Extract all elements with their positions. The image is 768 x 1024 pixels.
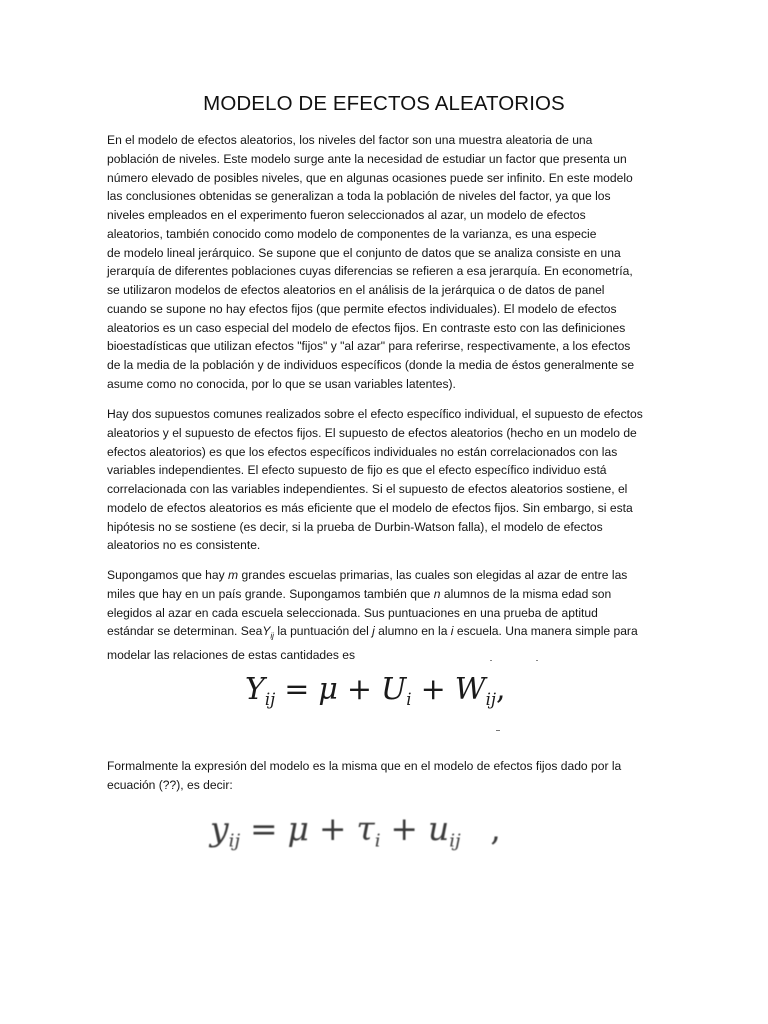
text-line: jerarquía de diferentes poblaciones cuyas diferencias se refieren a esa jerarquía. En econometría, <box>107 264 633 279</box>
text-line: modelar las relaciones de estas cantidades es <box>107 648 356 663</box>
eq-operator: = <box>249 809 278 848</box>
text-line: Hay dos supuestos comunes realizados sobre el efecto específico individual, el supuesto de efectos <box>107 407 643 421</box>
eq-operator: + <box>420 672 446 707</box>
paragraph-intro <box>107 131 663 394</box>
eq-punctuation: , <box>490 809 501 848</box>
paragraph-formal <box>107 757 663 795</box>
scan-artifact <box>496 730 500 731</box>
document-title: MODELO DE EFECTOS ALEATORIOS <box>203 92 565 115</box>
text-line: Formalmente la expresión del modelo es la misma que en el modelo de efectos fijos dado por la <box>107 759 622 773</box>
text-line: En el modelo de efectos aleatorios, los niveles del factor son una muestra aleatoria de una <box>107 133 593 147</box>
eq-operator: + <box>318 809 347 848</box>
eq-operator: + <box>390 809 419 848</box>
text-line: aleatorios no es consistente. <box>107 538 261 553</box>
eq-symbol: Y <box>245 672 265 707</box>
text-fragment: alumnos de la misma edad son <box>440 586 612 601</box>
eq-subscript: ij <box>485 689 496 709</box>
text-line: bioestadísticas que utilizan efectos "fijos" y "al azar" para referirse, respectivamente, a los efectos <box>107 339 631 354</box>
text-line: aleatorios, también conocido como modelo de componentes de la varianza, es una especie <box>107 226 597 241</box>
eq-operator: + <box>346 672 372 707</box>
text-fragment: estándar se determinan. Sea <box>107 624 263 639</box>
eq-symbol: τ <box>356 809 375 848</box>
eq-symbol: u <box>427 809 450 848</box>
eq-subscript: ij <box>264 689 276 709</box>
text-line: correlacionada con las variables independientes. Si el supuesto de efectos aleatorios sostiene, el <box>107 482 628 496</box>
text-line <box>107 622 663 646</box>
variable-m: m <box>228 568 239 582</box>
variable-j: j <box>372 624 375 639</box>
text-line: variables independientes. El efecto supuesto de fijo es que el efecto específico individuo está <box>107 463 607 478</box>
text-line: ecuación (??), es decir: <box>107 777 233 792</box>
text-line: las conclusiones obtenidas se generalizan a toda la población de niveles del factor, ya que los <box>107 189 611 204</box>
text-line: población de niveles. Este modelo surge ante la necesidad de estudiar un factor que presenta un <box>107 151 627 166</box>
text-fragment: alumno en la <box>374 624 451 639</box>
text-line <box>107 566 663 585</box>
eq-symbol: W <box>454 672 486 707</box>
variable-n: n <box>433 586 441 601</box>
text-fragment: miles que hay en un país grande. Supongamos también que <box>107 586 434 601</box>
text-line: número elevado de posibles niveles, que en algunas ocasiones puede ser infinito. En este modelo <box>107 170 633 185</box>
equation-random-effects <box>245 672 506 709</box>
eq-operator: = <box>284 672 310 707</box>
text-fragment: escuela. Una manera simple para <box>453 624 638 639</box>
text-line: elegidos al azar en cada escuela seleccionada. Sus puntuaciones en una prueba de aptitud <box>107 605 598 620</box>
text-fragment: Supongamos que hay <box>107 568 229 582</box>
text-line: efectos aleatorios) es que los efectos específicos individuales no están correlacionados con las <box>107 444 618 459</box>
scan-artifact <box>490 660 540 662</box>
variable-Y: Y <box>262 624 271 639</box>
eq-subscript: ij <box>228 830 241 852</box>
text-fragment: la puntuación del <box>273 624 373 639</box>
text-line: modelo de efectos aleatorios es más eficiente que el modelo de efectos fijos. Sin embargo, si esta <box>107 500 633 515</box>
text-line: niveles empleados en el experimento fueron seleccionados al azar, un modelo de efectos <box>107 208 586 222</box>
eq-symbol: U <box>381 672 407 707</box>
text-line <box>107 585 663 604</box>
eq-subscript: i <box>406 689 412 709</box>
eq-symbol: y <box>210 809 229 848</box>
eq-symbol: μ <box>318 672 338 707</box>
eq-punctuation: , <box>495 672 506 707</box>
text-line: asume como no conocida, por lo que se usan variables latentes). <box>107 376 456 391</box>
text-line: cuando se supone no hay efectos fijos (que permite efectos individuales). El modelo de efectos <box>107 301 617 316</box>
text-line: de modelo lineal jerárquico. Se supone que el conjunto de datos que se analiza consiste en una <box>107 245 621 260</box>
eq-symbol: μ <box>287 809 309 848</box>
eq-subscript: ij <box>449 830 461 852</box>
text-line: aleatorios es un caso especial del modelo de efectos fijos. En contraste esto con las definiciones <box>107 320 626 335</box>
paragraph-example <box>107 566 663 665</box>
subscript-ij: ij <box>270 631 274 641</box>
text-line: hipótesis no se sostiene (es decir, si la prueba de Durbin-Watson falla), el modelo de efectos <box>107 519 603 534</box>
equation-model <box>210 809 501 851</box>
text-line: aleatorios y el supuesto de efectos fijos. El supuesto de efectos aleatorios (hecho en un modelo de <box>107 425 637 440</box>
eq-subscript: i <box>374 830 381 852</box>
text-line: de la media de la población y de individuos específicos (donde la media de éstos generalmente se <box>107 358 635 372</box>
paragraph-assumptions <box>107 405 663 555</box>
variable-i: i <box>450 624 454 639</box>
text-line: se utilizaron modelos de efectos aleatorios en el análisis de la jerárquica o de datos de panel <box>107 283 605 297</box>
text-fragment: grandes escuelas primarias, las cuales son elegidas al azar de entre las <box>238 568 628 582</box>
